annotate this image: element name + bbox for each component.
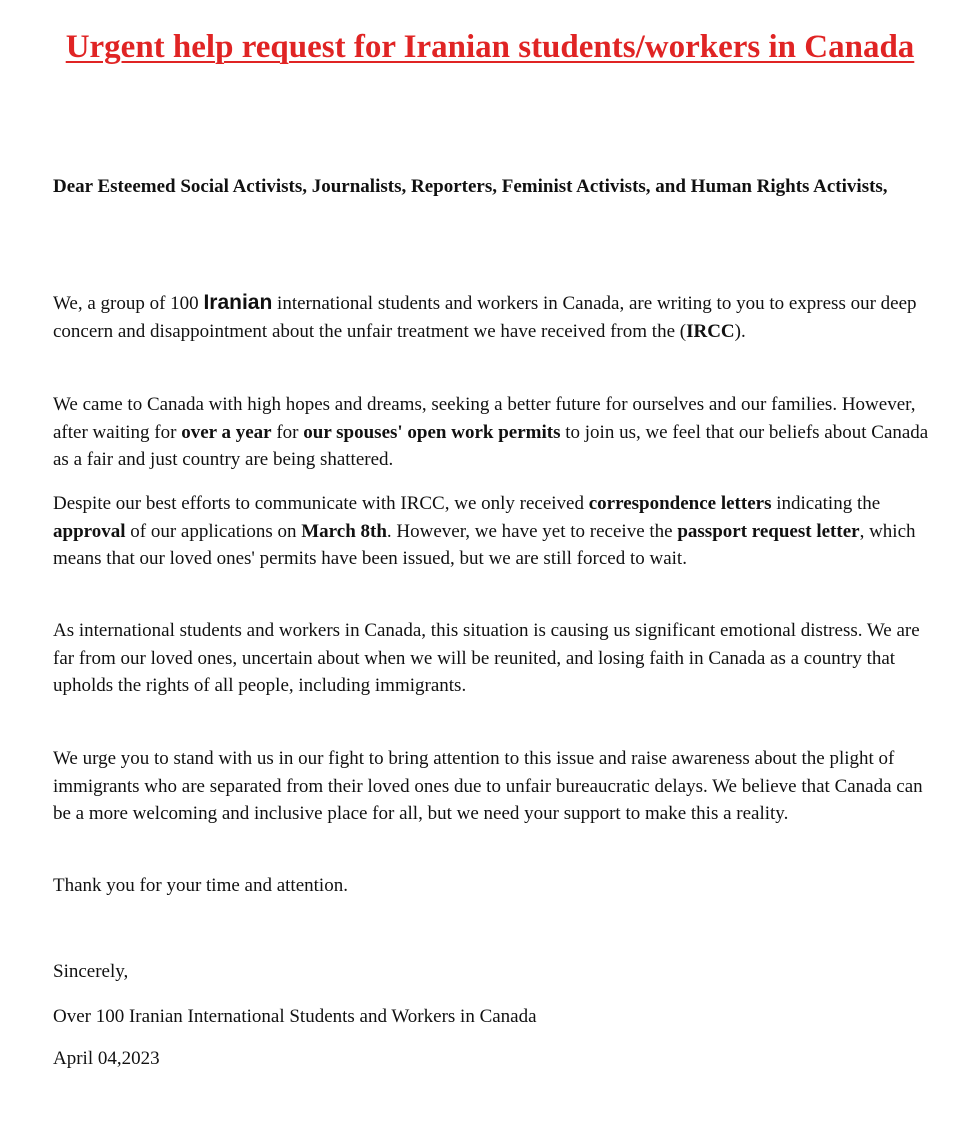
bold-text-iranian: Iranian [203, 291, 273, 314]
bold-text-over-a-year: over a year [181, 421, 272, 443]
paragraph-thanks: Thank you for your time and attention. [53, 875, 348, 896]
letter-date: April 04,2023 [53, 1048, 160, 1069]
text-run: international students and workers in Canada, are writing to you to express our deep concern and disappointment about the unfair treatment we have received from the ( [53, 293, 917, 342]
bold-text-work-permits: our spouses' open work permits [303, 421, 561, 443]
bold-text-passport-letter: passport request letter [677, 520, 860, 542]
text-run: We came to Canada with high hopes and dreams, seeking a better future for ourselves and our families. However, after waiting for [53, 394, 916, 443]
text-run: Despite our best efforts to communicate with IRCC, we only received [53, 493, 589, 514]
text-run: , which means that our loved ones' permits have been issued, but we are still forced to wait. [53, 520, 916, 569]
paragraph-hopes [53, 391, 933, 474]
text-run: for [271, 421, 304, 443]
salutation: Dear Esteemed Social Activists, Journalists, Reporters, Feminist Activists, and Human Rights Activists, [53, 176, 888, 197]
text-run: ). [734, 320, 746, 342]
page-title: Urgent help request for Iranian students/workers in Canada [65, 29, 915, 65]
bold-text-ircc: IRCC [686, 320, 735, 342]
text-run: We, a group of 100 [53, 293, 204, 314]
closing: Sincerely, [53, 961, 129, 982]
text-run: to join us, we feel that our beliefs about Canada as a fair and just country are being shattered. [53, 421, 929, 470]
bold-text-correspondence: correspondence letters [588, 493, 772, 514]
paragraph-intro [53, 289, 933, 345]
text-run: of our applications on [125, 520, 302, 542]
paragraph-efforts [53, 490, 933, 573]
text-run: . However, we have yet to receive the [386, 520, 678, 542]
text-run: indicating the [771, 493, 881, 514]
paragraph-urge: We urge you to stand with us in our fight to bring attention to this issue and raise awareness about the plight of immigrants who are separated from their loved ones due to unfair bureaucratic delays. We believe that Canada can be a more welcoming and inclusive place for all, but we need your support to make this a reality. [53, 748, 923, 824]
bold-text-approval: approval [53, 520, 126, 542]
signature: Over 100 Iranian International Students and Workers in Canada [53, 1006, 537, 1027]
bold-text-date: March 8th [301, 520, 387, 542]
paragraph-distress: As international students and workers in Canada, this situation is causing us significant emotional distress. We are far from our loved ones, uncertain about when we will be reunited, and losing faith in Canada as a country that upholds the rights of all people, including immigrants. [53, 620, 920, 696]
